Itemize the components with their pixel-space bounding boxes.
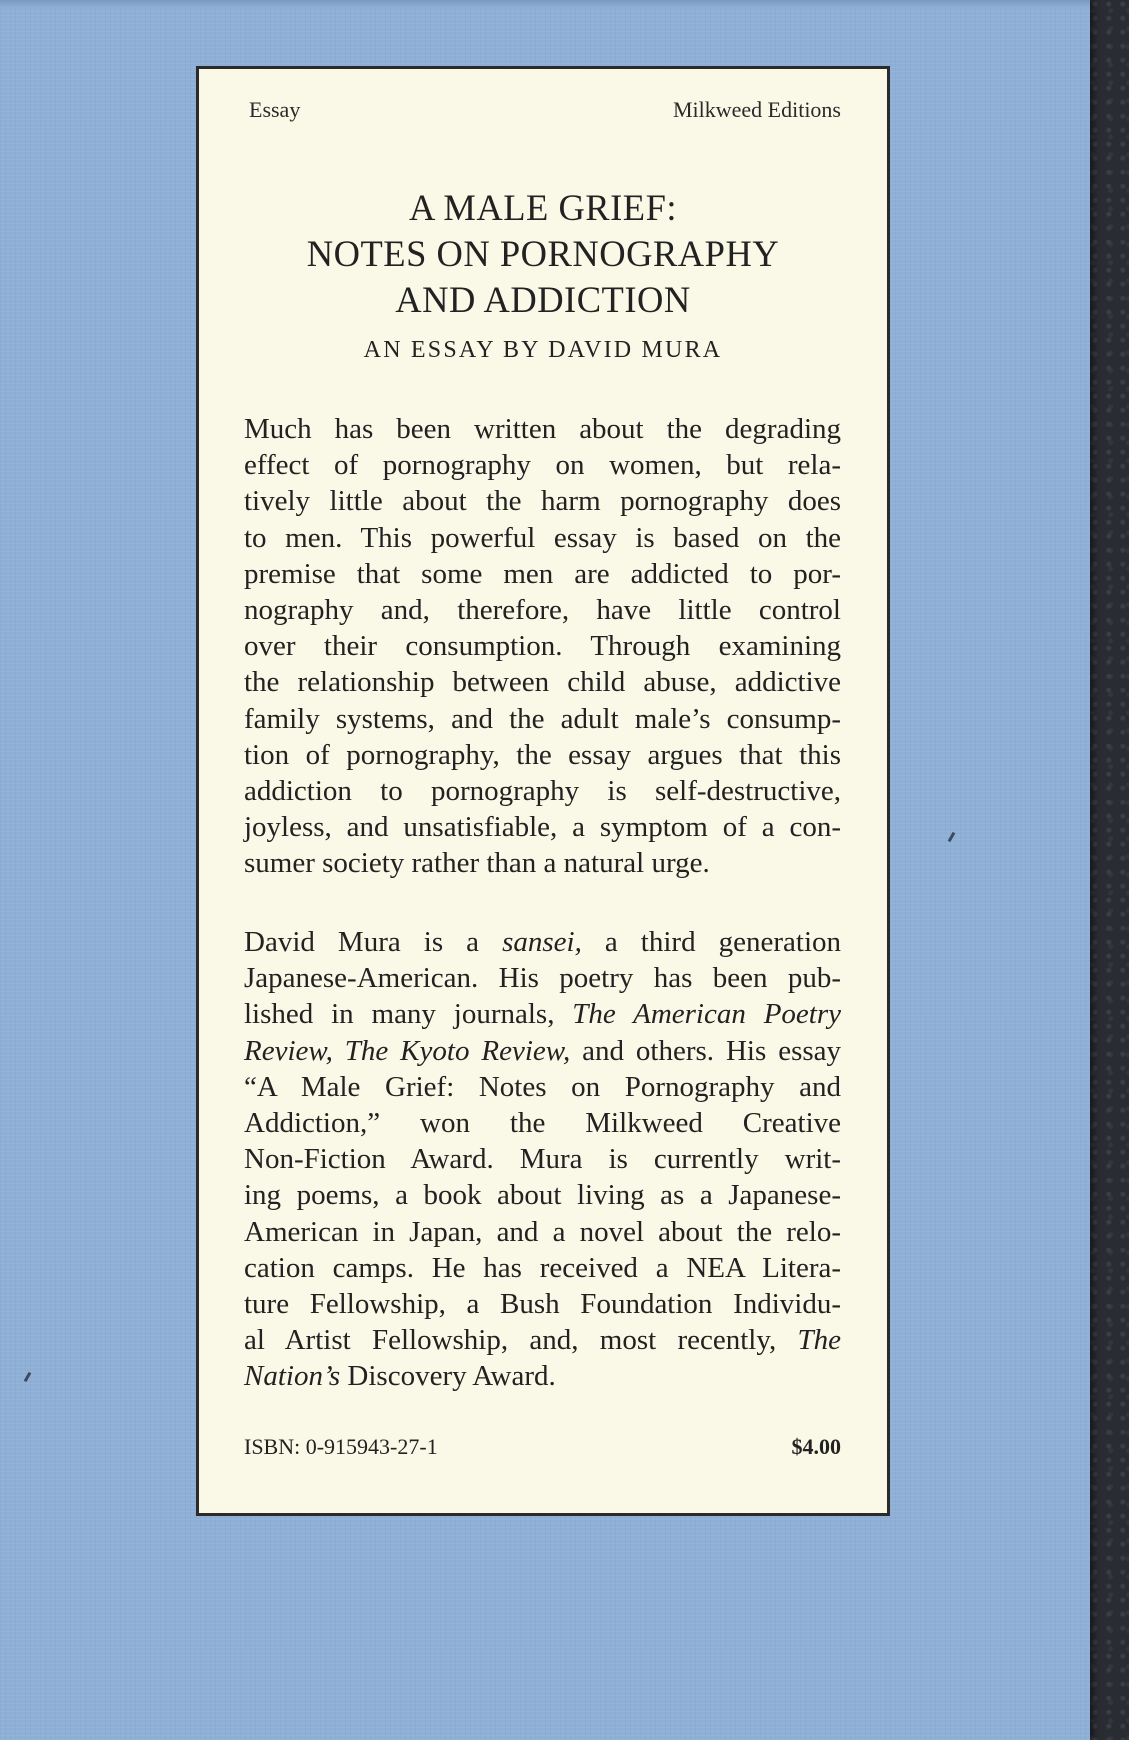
text-line: joyless, and unsatisfiable, a symptom of a con- [244,811,841,844]
text-line [244,1358,841,1394]
text-line: effect of pornography on women, but rela- [244,449,841,482]
text-line: premise that some men are addicted to por- [244,557,841,590]
publication-title: The [797,1324,841,1357]
category-label: Essay [249,97,301,122]
title-line: A MALE GRIEF: [408,187,678,228]
text-line: to men. This powerful essay is based on the [244,521,841,554]
text-run: Discovery Award. [347,1360,556,1393]
text-line: Non-Fiction Award. Mura is currently writ- [244,1143,841,1176]
text-panel [196,66,890,1516]
text-line: Japanese-American. His poetry has been pub- [244,962,841,995]
text-line: ture Fellowship, a Bush Foundation Individu- [244,1288,841,1321]
journal-title: Review, The Kyoto Review, [244,1034,571,1067]
publication-title: Nation’s [244,1360,341,1393]
byline: AN ESSAY BY DAVID MURA [363,337,723,363]
text-line: tion of pornography, the essay argues that this [244,738,841,771]
text-line [244,1033,841,1069]
text-line: Much has been written about the degrading [244,413,841,445]
isbn-number: ISBN: 0-915943-27-1 [244,1434,438,1459]
text-line: ing poems, a book about living as a Japanese- [244,1179,841,1212]
title-line: AND ADDICTION [395,279,691,320]
text-run: and others. His essay [582,1034,842,1067]
text-line: tively little about the harm pornography does [244,485,841,518]
price-label: $4.00 [791,1434,841,1459]
text-line: family systems, and the adult male’s consump- [244,702,841,735]
text-line [244,924,841,960]
title-line: NOTES ON PORNOGRAPHY [306,233,780,274]
publisher-name: Milkweed Editions [672,97,841,122]
text-line: the relationship between child abuse, addictive [244,666,841,699]
description-paragraph [244,411,841,882]
text-run: David Mura is a [244,926,480,958]
text-run: a third generation [604,926,842,958]
cover-speck [24,1372,32,1382]
text-line: Addiction,” won the Milkweed Creative [244,1107,841,1140]
author-bio-paragraph [244,924,841,1395]
text-run: lished in many journals, [244,998,555,1031]
italic-term: sansei, [502,926,582,958]
cover-top-edge [0,0,1090,8]
title-block [199,185,887,364]
text-line: cation camps. He has received a NEA Litera- [244,1251,841,1284]
text-line: nography and, therefore, have little control [244,594,841,627]
text-line: addiction to pornography is self-destructive, [244,775,841,808]
journal-title: The American Poetry [572,998,841,1031]
text-line: sumer society rather than a natural urge. [244,847,710,880]
text-line: American in Japan, and a novel about the relo- [244,1215,841,1248]
cover-speck [948,832,956,842]
text-line [244,996,841,1032]
text-line: over their consumption. Through examining [244,630,841,663]
text-run: al Artist Fellowship, and, most recently, [244,1324,777,1357]
text-line [244,1322,841,1358]
text-line: “A Male Grief: Notes on Pornography and [244,1070,841,1103]
